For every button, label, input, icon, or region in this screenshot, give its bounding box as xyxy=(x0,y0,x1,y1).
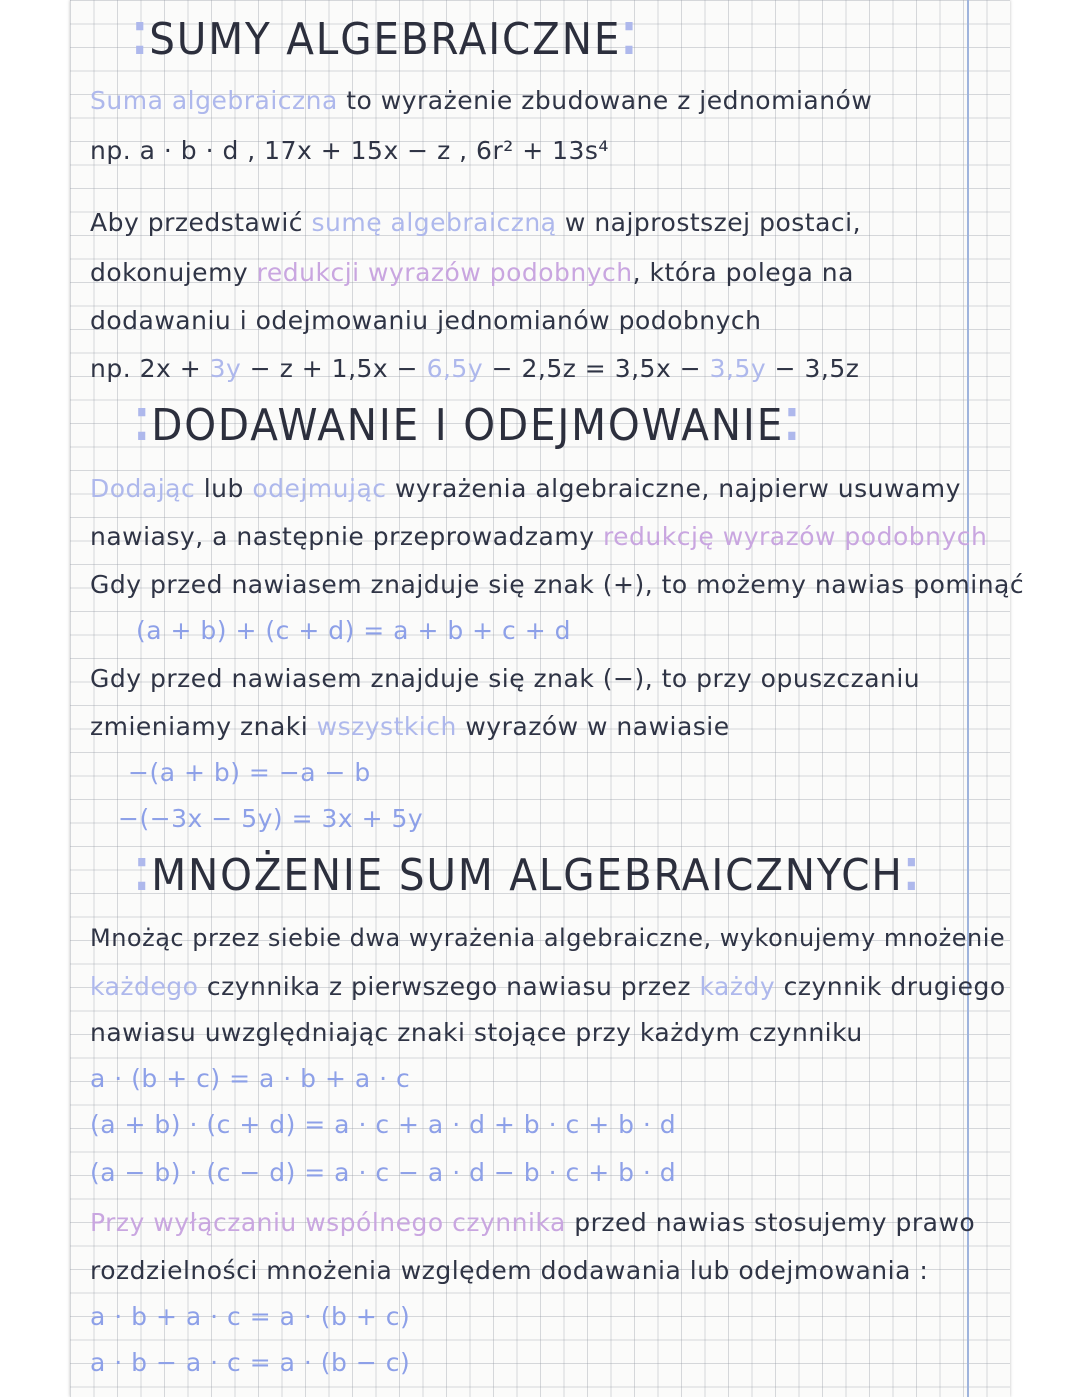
text: wyrażenia algebraiczne, najpierw usuwamy xyxy=(386,474,961,503)
heading-dots-icon: ⁚ xyxy=(132,14,150,65)
heading-dodawanie-text: DODAWANIE I ODEJMOWANIE xyxy=(151,400,785,451)
highlight-term: 6,5y xyxy=(426,354,484,383)
section2-line-2 xyxy=(90,522,987,551)
text: nawiasy, a następnie przeprowadzamy xyxy=(90,522,603,551)
formula-multiply-3: (a − b) · (c − d) = a · c − a · d − b · c + b · d xyxy=(90,1158,677,1187)
text: − 2,5z = 3,5x − xyxy=(483,354,710,383)
heading-mnozenie xyxy=(134,850,921,901)
text: np. 2x + xyxy=(90,354,210,383)
highlight-term: Dodając xyxy=(90,474,196,503)
heading-sumy-text: SUMY ALGEBRAICZNE xyxy=(149,14,622,65)
heading-dots-icon: ⁚ xyxy=(134,400,152,451)
section3-line-1: Mnożąc przez siebie dwa wyrażenia algebraiczne, wykonujemy mnożenie xyxy=(90,924,1006,952)
text: lub xyxy=(195,474,253,503)
paragraph-line-2 xyxy=(90,258,854,287)
text: , która polega na xyxy=(632,258,854,287)
formula-multiply-1: a · (b + c) = a · b + a · c xyxy=(90,1064,411,1093)
highlight-term: odejmując xyxy=(252,474,387,503)
text: czynnika z pierwszego nawiasu przez xyxy=(198,972,700,1001)
section2-line-3: Gdy przed nawiasem znajduje się znak (+), to możemy nawias pominąć xyxy=(90,570,1025,599)
section2-line-4: Gdy przed nawiasem znajduje się znak (−), to przy opuszczaniu xyxy=(90,664,921,693)
formula-minus-2: −(−3x − 5y) = 3x + 5y xyxy=(118,804,424,833)
text: przed nawias stosujemy prawo xyxy=(565,1208,976,1237)
section2-line-1 xyxy=(90,474,961,503)
heading-dots-icon: ⁚ xyxy=(621,14,639,65)
section3-line-5: rozdzielności mnożenia względem dodawania lub odejmowania : xyxy=(90,1256,929,1285)
term-redukcja: redukcję wyrazów podobnych xyxy=(602,522,988,551)
formula-multiply-2: (a + b) · (c + d) = a · c + a · d + b · c + b · d xyxy=(90,1110,677,1139)
highlight-term: każdego xyxy=(90,972,199,1001)
highlight-term: wszystkich xyxy=(316,712,457,741)
text: Aby przedstawić xyxy=(90,208,312,237)
heading-dots-icon: ⁚ xyxy=(784,400,802,451)
text: czynnik drugiego xyxy=(775,972,1006,1001)
text: − 3,5z xyxy=(766,354,860,383)
example-reduction xyxy=(90,354,859,383)
heading-dots-icon: ⁚ xyxy=(134,850,152,901)
text: dokonujemy xyxy=(90,258,257,287)
heading-dots-icon: ⁚ xyxy=(903,850,921,901)
heading-mnozenie-text: MNOŻENIE SUM ALGEBRAICZNYCH xyxy=(151,850,904,901)
margin-line xyxy=(967,0,969,1397)
section3-line-2 xyxy=(90,972,1006,1001)
term-suma: sumę algebraiczną xyxy=(311,208,557,237)
formula-plus: (a + b) + (c + d) = a + b + c + d xyxy=(136,616,572,645)
highlight-term: 3y xyxy=(209,354,242,383)
highlight-term: każdy xyxy=(699,972,776,1001)
paragraph-line-3: dodawaniu i odejmowaniu jednomianów podobnych xyxy=(90,306,762,335)
text: w najprostszej postaci, xyxy=(556,208,862,237)
text: wyrazów w nawiasie xyxy=(456,712,730,741)
formula-factor-2: a · b − a · c = a · (b − c) xyxy=(90,1348,411,1377)
paragraph-line-1 xyxy=(90,208,861,237)
formula-minus-1: −(a + b) = −a − b xyxy=(128,758,371,787)
definition-line xyxy=(90,86,872,115)
term-wylaczanie: Przy wyłączaniu wspólnego czynnika xyxy=(90,1208,566,1237)
section3-line-4 xyxy=(90,1208,975,1237)
highlight-term: 3,5y xyxy=(709,354,767,383)
formula-factor-1: a · b + a · c = a · (b + c) xyxy=(90,1302,411,1331)
example-line: np. a · b · d , 17x + 15x − z , 6r² + 13s⁴ xyxy=(90,136,609,165)
section3-line-3: nawiasu uwzględniając znaki stojące przy każdym czynniku xyxy=(90,1018,863,1047)
term-redukcja: redukcji wyrazów podobnych xyxy=(256,258,633,287)
section2-line-5 xyxy=(90,712,730,741)
term-suma-algebraiczna: Suma algebraiczna xyxy=(90,86,338,115)
heading-dodawanie xyxy=(134,400,801,451)
text: − z + 1,5x − xyxy=(241,354,427,383)
definition-text: to wyrażenie zbudowane z jednomianów xyxy=(337,86,873,115)
heading-sumy xyxy=(132,14,639,65)
text: zmieniamy znaki xyxy=(90,712,317,741)
